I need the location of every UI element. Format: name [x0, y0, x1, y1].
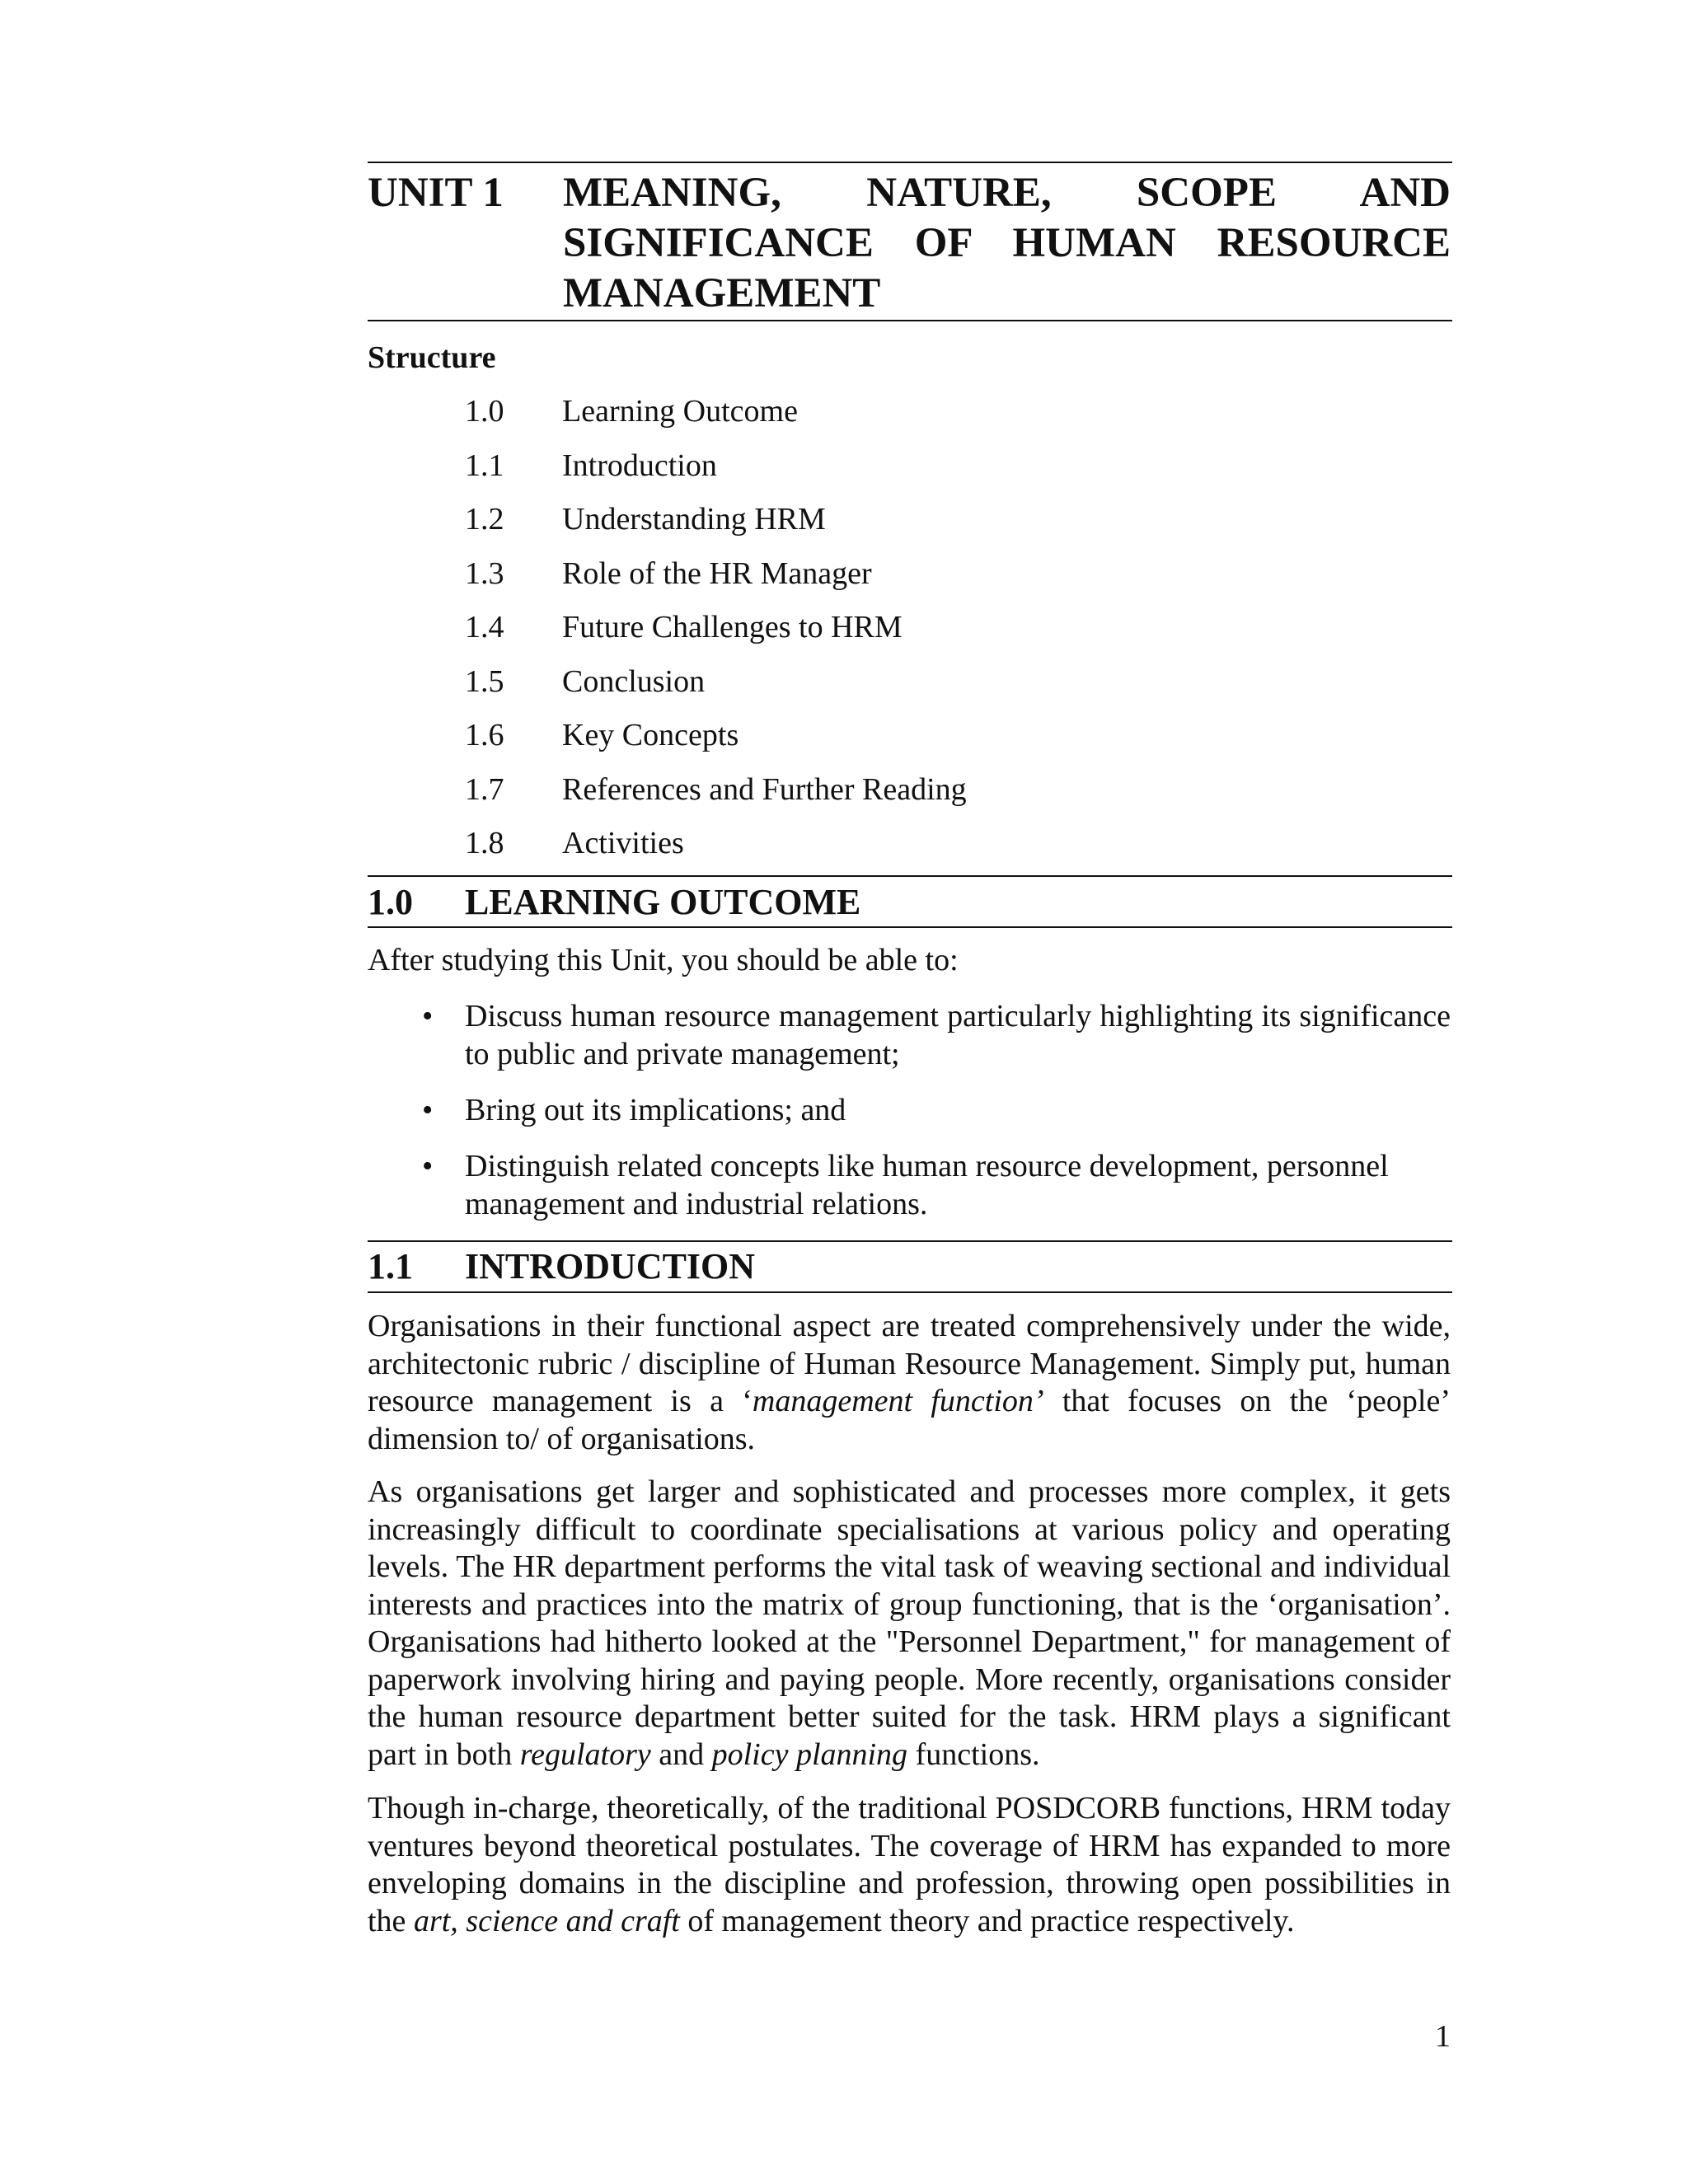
structure-item-number: 1.4: [465, 610, 504, 644]
structure-item-number: 1.0: [465, 394, 504, 429]
structure-item-label: Role of the HR Manager: [562, 555, 872, 591]
emphasis-run: policy planning: [711, 1736, 908, 1772]
section-bottom-rule: [368, 926, 1452, 928]
text-run: and: [650, 1736, 712, 1772]
unit-label: UNIT 1: [368, 170, 504, 216]
structure-item-number: 1.6: [465, 718, 504, 752]
text-run: that focuses on the ‘people’ dimension to/ of organisations.: [368, 1384, 1451, 1456]
text-run: functions.: [907, 1736, 1040, 1772]
text-run: Organisations in their functional aspect are treated comprehensively under the wide, architectonic rubric / discipline of Human Resource Management. Simply put, human resource management is a ‘: [368, 1309, 1451, 1418]
section-heading-introduction: [368, 1244, 755, 1289]
intro-paragraph-2: [368, 1474, 1451, 1774]
unit-title: [563, 168, 1451, 319]
unit-title-line: MEANING, NATURE, SCOPE AND: [563, 170, 1451, 216]
unit-title-line: MANAGEMENT: [563, 270, 881, 316]
text-run: Though in-charge, theoretically, of the traditional POSDCORB functions, HRM today ventures beyond theoretical postulates. The coverage of HRM has expanded to more enveloping domains in the discipline and profession, throwing open possibilities in the: [368, 1791, 1451, 1938]
structure-item-label: Activities: [562, 826, 684, 860]
emphasis-run: regulatory: [519, 1736, 651, 1772]
structure-item-label: Key Concepts: [562, 718, 739, 752]
section-title: INTRODUCTION: [465, 1246, 756, 1286]
structure-item-number: 1.7: [465, 771, 504, 807]
section-top-rule: [368, 1240, 1452, 1242]
bullet-icon: •: [422, 1149, 434, 1183]
section-bottom-rule: [368, 1291, 1452, 1293]
structure-item-label: Conclusion: [562, 663, 706, 699]
emphasis-run: art, science and craft: [413, 1903, 680, 1938]
structure-item-number: 1.5: [465, 663, 504, 699]
section-number: 1.0: [368, 882, 413, 922]
text-run: As organisations get larger and sophisticated and processes more complex, it gets increasingly difficult to coordinate specialisations at various policy and operating levels. The HR department performs the vital task of weaving sectional and individual interests and practices into the matrix of group functioning, that is the ‘organisation’. Organisations had hitherto looked at the "Personnel Department," for management of paperwork involving hiring and paying people. More recently, organisations consider the human resource department better suited for the task. HRM plays a significant part in both: [368, 1474, 1451, 1772]
unit-header: [368, 168, 1451, 333]
structure-item-label: Introduction: [562, 448, 717, 483]
page-number: 1: [1435, 2019, 1451, 2054]
structure-item-label: Understanding HRM: [562, 502, 826, 537]
bullet-icon: •: [422, 1093, 434, 1127]
bullet-icon: •: [422, 999, 434, 1033]
structure-heading: Structure: [368, 340, 496, 375]
section-number: 1.1: [368, 1246, 413, 1286]
emphasis-run: management function’: [752, 1384, 1044, 1418]
text-run: of management theory and practice respectively.: [679, 1903, 1295, 1938]
header-top-rule: [368, 162, 1452, 163]
intro-paragraph-1: [368, 1308, 1451, 1458]
section-title: LEARNING OUTCOME: [465, 882, 861, 922]
section-top-rule: [368, 875, 1452, 877]
list-item-text: Bring out its implications; and: [465, 1093, 846, 1127]
list-item-text: Distinguish related concepts like human resource development, personnel management and industrial relations.: [465, 1149, 1389, 1221]
structure-item-label: References and Further Reading: [562, 771, 967, 807]
structure-item-label: Future Challenges to HRM: [562, 610, 903, 644]
structure-item-label: Learning Outcome: [562, 394, 798, 429]
unit-title-line: SIGNIFICANCE OF HUMAN RESOURCE: [563, 220, 1451, 266]
structure-item-number: 1.8: [465, 826, 504, 860]
intro-paragraph-3: [368, 1790, 1451, 1940]
structure-item-number: 1.1: [465, 448, 504, 483]
learning-outcome-intro: After studying this Unit, you should be able to:: [368, 943, 959, 977]
header-bottom-rule: [368, 320, 1452, 321]
section-heading-learning-outcome: [368, 880, 860, 925]
structure-item-number: 1.2: [465, 502, 504, 537]
structure-item-number: 1.3: [465, 555, 504, 591]
list-item-text: Discuss human resource management particularly highlighting its significance to public and private management;: [465, 999, 1451, 1071]
